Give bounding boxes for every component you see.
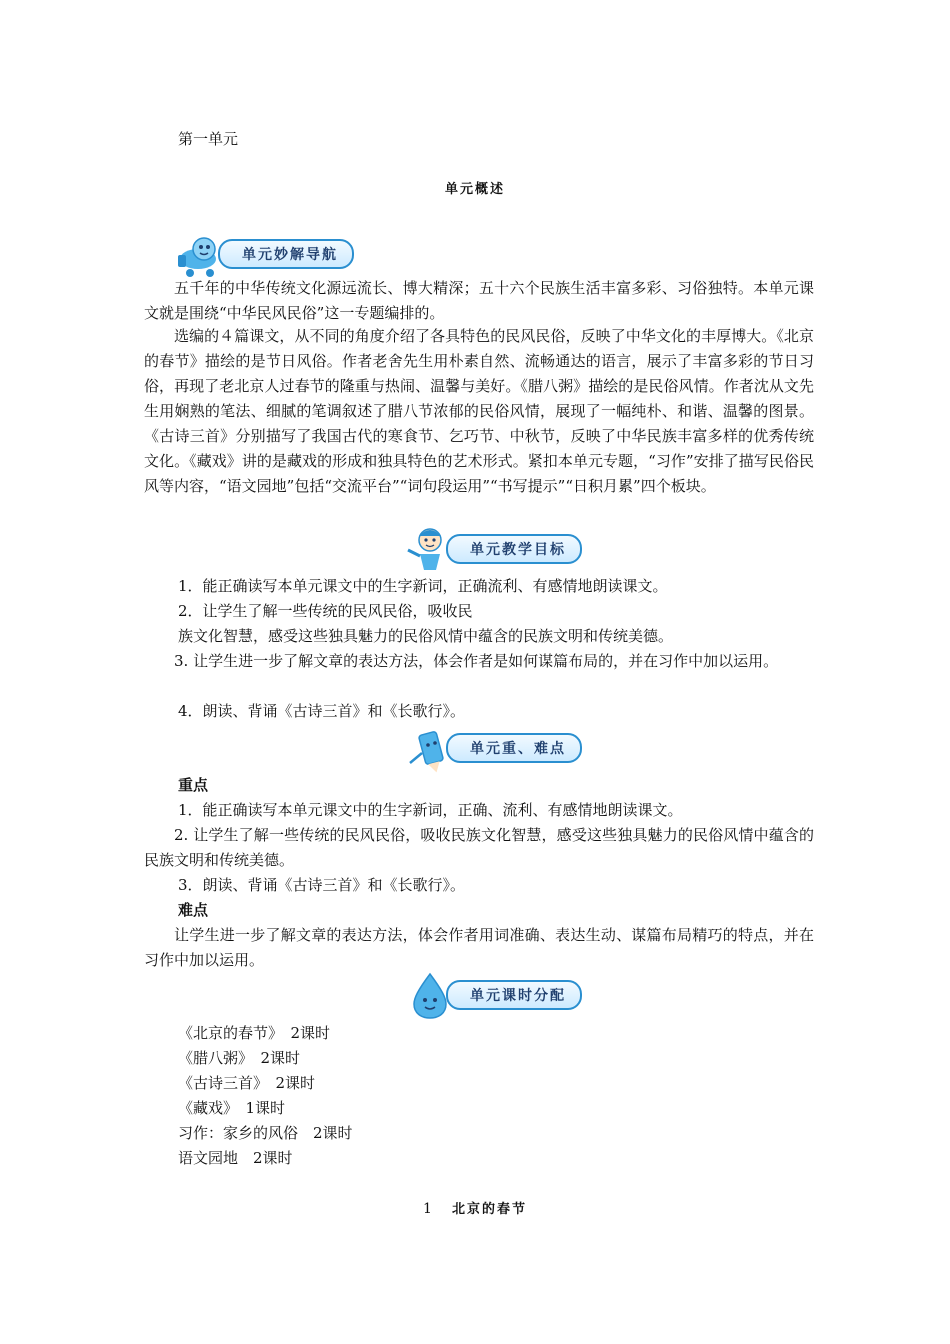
mascot-drop-icon	[404, 970, 456, 1020]
schedule-item-5: 习作：家乡的风俗 2课时	[178, 1124, 353, 1142]
overview-title: 单元概述	[444, 182, 505, 197]
schedule-item-6: 语文园地 2课时	[178, 1149, 293, 1167]
lesson-number: 1	[423, 1201, 432, 1217]
section-title-schedule: 单元课时分配	[446, 980, 582, 1010]
section-title-key: 单元重、难点	[446, 733, 582, 763]
difficult-points-text: 让学生进一步了解文章的表达方法，体会作者用词准确、表达生动、谋篇布局精巧的特点，并在习作中加以运用。	[144, 926, 814, 969]
key-points-heading: 重点	[178, 776, 209, 794]
goal-item-4: 4．朗读、背诵《古诗三首》和《长歌行》。	[178, 702, 466, 720]
section-banner-goals	[404, 531, 582, 567]
goal-item-2-continued: 族文化智慧，感受这些独具魅力的民俗风情中蕴含的民族文明和传统美德。	[178, 627, 674, 645]
guide-paragraph-2: 选编的４篇课文，从不同的角度介绍了各具特色的民风民俗，反映了中华文化的丰厚博大。《北京的春节》描绘的是节日风俗。作者老舍先生用朴素自然、流畅通达的语言，展示了丰富多彩的节日习俗，再现了老北京人过春节的隆重与热闹、温馨与美好。《腊八粥》描绘的是民俗风情。作者沈从文先生用娴熟的笔法、细腻的笔调叙述了腊八节浓郁的民俗风情，展现了一幅纯朴、和谐、温馨的图景。《古诗三首》分别描写了我国古代的寒食节、乞巧节、中秋节，反映了中华民族丰富多样的优秀传统文化。《藏戏》讲的是藏戏的形成和独具特色的艺术形式。紧扣本单元专题，“习作”安排了描写民俗民风等内容，“语文园地”包括“交流平台”“词句段运用”“书写提示”“日积月累”四个板块。	[144, 327, 814, 495]
difficult-points-heading: 难点	[178, 901, 209, 919]
key-point-2: 2. 让学生了解一些传统的民风民俗，吸收民族文化智慧，感受这些独具魅力的民俗风情中蕴含的民族文明和传统美德。	[144, 826, 814, 869]
mascot-pencil-icon	[404, 723, 456, 773]
goal-item-2: 2．让学生了解一些传统的民风民俗，吸收民	[178, 602, 473, 620]
goal-item-1: 1．能正确读写本单元课文中的生字新词，正确流利、有感情地朗读课文。	[178, 577, 668, 595]
section-banner-key	[404, 730, 582, 766]
section-banner-schedule	[404, 977, 582, 1013]
schedule-item-4: 《藏戏》 1课时	[178, 1099, 286, 1117]
unit-label: 第一单元	[178, 130, 239, 148]
schedule-item-2: 《腊八粥》 2课时	[178, 1049, 301, 1067]
key-point-3: 3．朗读、背诵《古诗三首》和《长歌行》。	[178, 876, 466, 894]
guide-paragraph-1: 五千年的中华传统文化源远流长、博大精深；五十六个民族生活丰富多彩、习俗独特。本单元课文就是围绕“中华民风民俗”这一专题编排的。	[144, 279, 814, 322]
schedule-item-3: 《古诗三首》 2课时	[178, 1074, 316, 1092]
key-point-1: 1．能正确读写本单元课文中的生字新词，正确、流利、有感情地朗读课文。	[178, 801, 683, 819]
lesson-title	[0, 1198, 950, 1217]
section-title-goals: 单元教学目标	[446, 534, 582, 564]
section-banner-guide	[176, 236, 354, 272]
goal-item-3: 3. 让学生进一步了解文章的表达方法，体会作者是如何谋篇布局的，并在习作中加以运用。	[174, 652, 779, 670]
mascot-airplane-icon	[176, 229, 228, 279]
mascot-child-icon	[404, 524, 456, 574]
schedule-item-1: 《北京的春节》 2课时	[178, 1024, 331, 1042]
lesson-name: 北京的春节	[451, 1202, 527, 1217]
section-title-guide: 单元妙解导航	[218, 239, 354, 269]
